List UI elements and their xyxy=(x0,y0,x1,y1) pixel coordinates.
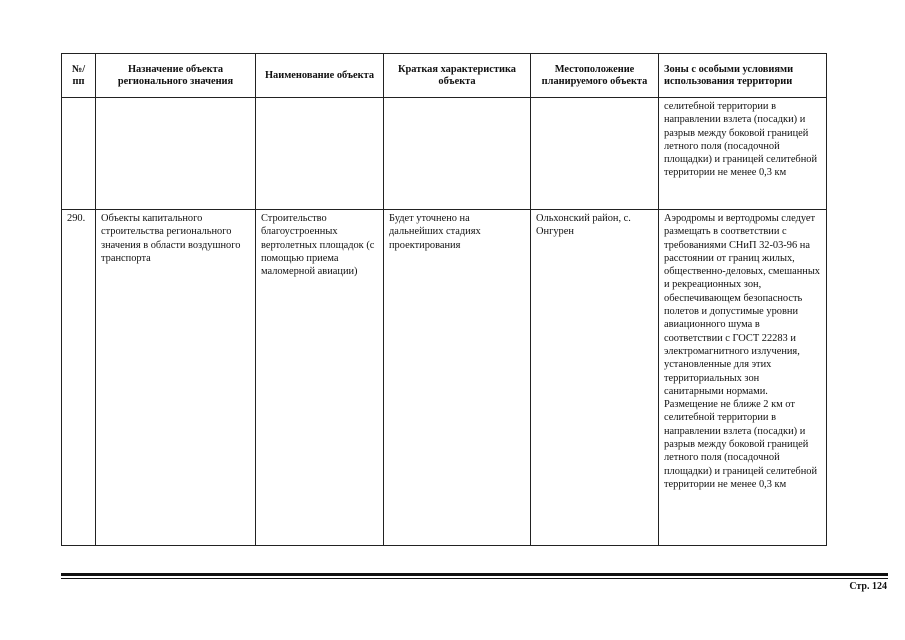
cell-description xyxy=(384,98,531,210)
table-row xyxy=(62,98,827,210)
cell-zones: Аэродромы и вертодромы следует размещать в соответствии с требованиями СНиП 32-03-96 на расстоянии от границ жилых, общественно-деловых, смешанных и рекреационных зон, обеспечивающем безопасность полетов и допустимые уровни авиационного шума в соответствии с ГОСТ 22283 и электромагнитного излучения, установленные для этих территориальных зон санитарными нормами. Размещение не ближе 2 км от селитебной территории в направлении взлета (посадки) и разрыв между боковой границей летного поля (посадочной площадки) и границей селитебной территории не менее 0,3 км xyxy=(659,210,827,546)
header-purpose: Назначение объекта регионального значения xyxy=(96,54,256,98)
cell-location: Ольхонский район, с. Онгурен xyxy=(531,210,659,546)
header-location: Местоположение планируемого объекта xyxy=(531,54,659,98)
footer-divider-thin xyxy=(61,578,888,579)
cell-zones: селитебной территории в направлении взлета (посадки) и разрыв между боковой границей летного поля (посадочной площадки) и границей селитебной территории не менее 0,3 км xyxy=(659,98,827,210)
cell-name: Строительство благоустроенных вертолетных площадок (с помощью приема маломерной авиации) xyxy=(256,210,384,546)
header-zones: Зоны с особыми условиями использования территории xyxy=(659,54,827,98)
footer-divider-thick xyxy=(61,573,888,576)
cell-purpose: Объекты капитального строительства регионального значения в области воздушного транспорта xyxy=(96,210,256,546)
cell-location xyxy=(531,98,659,210)
objects-table xyxy=(61,53,827,546)
table-header-row xyxy=(62,54,827,98)
page-number: Стр. 124 xyxy=(849,581,887,592)
cell-num: 290. xyxy=(62,210,96,546)
cell-purpose xyxy=(96,98,256,210)
header-num: №/ пп xyxy=(62,54,96,98)
header-name: Наименование объекта xyxy=(256,54,384,98)
cell-num xyxy=(62,98,96,210)
cell-description: Будет уточнено на дальнейших стадиях проектирования xyxy=(384,210,531,546)
table-row xyxy=(62,210,827,546)
cell-name xyxy=(256,98,384,210)
header-description: Краткая характеристика объекта xyxy=(384,54,531,98)
